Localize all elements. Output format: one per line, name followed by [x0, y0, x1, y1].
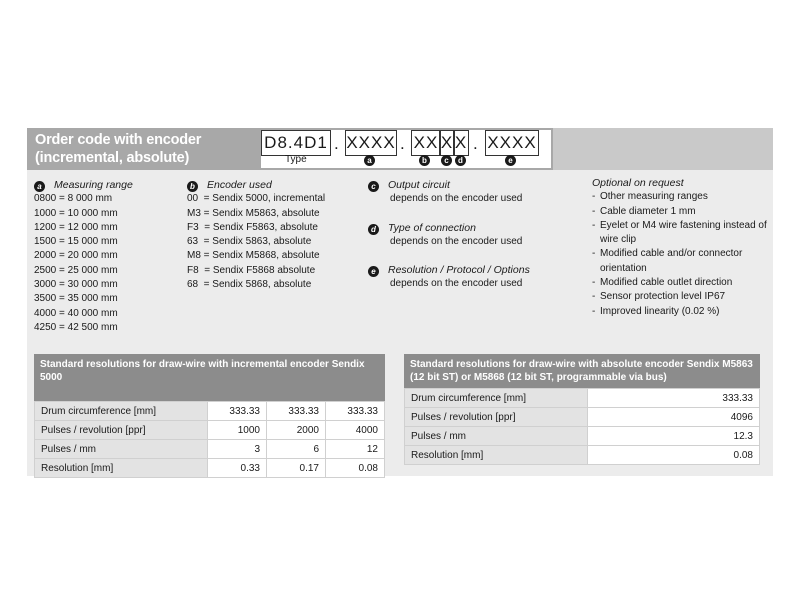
code-dot-1: . — [334, 134, 339, 153]
cell-value: 6 — [267, 440, 326, 459]
incremental-resolution-table — [34, 354, 385, 478]
encoder-used-item: 68 = Sendix 5868, absolute — [187, 279, 312, 291]
marker-d-icon: d — [455, 155, 466, 166]
connection-title: Type of connection — [388, 221, 476, 234]
table-row — [35, 402, 385, 421]
resolution-text: depends on the encoder used — [390, 278, 523, 290]
absolute-resolution-table — [404, 354, 760, 465]
cell-value: 4000 — [326, 421, 385, 440]
code-seg-e: XXXX — [485, 130, 539, 156]
marker-c-icon: c — [441, 155, 452, 166]
optional-item: - Sensor protection level IP67 — [592, 290, 767, 304]
code-dot-3: . — [473, 134, 478, 153]
table-row — [35, 421, 385, 440]
measuring-range-item: 3000 = 30 000 mm — [34, 279, 118, 291]
row-label: Drum circumference [mm] — [35, 402, 208, 421]
row-label: Pulses / mm — [405, 427, 588, 446]
absolute-table-caption: Standard resolutions for draw-wire with absolute encoder Sendix M5863 (12 bit ST) or M5868 (12 bit ST, programmable via bus) — [404, 354, 760, 388]
optional-column — [592, 176, 767, 319]
encoder-used-column — [187, 178, 325, 292]
title-line-2: (incremental, absolute) — [35, 150, 190, 166]
optional-item: - Other measuring ranges — [592, 190, 767, 204]
optional-item: - Modified cable and/or connector orientation — [592, 247, 767, 276]
cell-value: 12 — [326, 440, 385, 459]
cell-value: 4096 — [588, 408, 760, 427]
resolution-title: Resolution / Protocol / Options — [388, 264, 530, 277]
table-row — [35, 440, 385, 459]
marker-e-icon: e — [505, 155, 516, 166]
encoder-used-item: 63 = Sendix 5863, absolute — [187, 236, 312, 248]
encoder-used-title: Encoder used — [207, 179, 272, 191]
row-label: Drum circumference [mm] — [405, 389, 588, 408]
row-label: Pulses / revolution [ppr] — [405, 408, 588, 427]
order-code-box — [261, 130, 551, 168]
cell-value: 333.33 — [208, 402, 267, 421]
optional-item: - Eyelet or M4 wire fastening instead of wire clip — [592, 219, 767, 248]
optional-item: - Improved linearity (0.02 %) — [592, 305, 767, 319]
measuring-range-item: 3500 = 35 000 mm — [34, 293, 118, 305]
cell-value: 0.33 — [208, 459, 267, 478]
measuring-range-item: 2500 = 25 000 mm — [34, 264, 118, 276]
cell-value: 3 — [208, 440, 267, 459]
encoder-used-list — [187, 192, 325, 292]
table-row — [405, 389, 760, 408]
cell-value: 333.33 — [267, 402, 326, 421]
measuring-range-item: 4250 = 42 500 mm — [34, 321, 118, 333]
code-seg-a: XXXX — [345, 130, 397, 156]
marker-d-icon: d — [368, 224, 379, 235]
type-label: Type — [285, 154, 307, 165]
cell-value: 0.17 — [267, 459, 326, 478]
code-explanations-column — [368, 178, 530, 292]
table-row — [405, 427, 760, 446]
measuring-range-title: Measuring range — [54, 179, 133, 191]
optional-list — [592, 190, 767, 319]
table-row — [35, 459, 385, 478]
code-seg-c: X — [439, 130, 455, 156]
code-dot-2: . — [400, 134, 405, 153]
code-prefix: D8.4D1 — [261, 130, 331, 156]
cell-value: 333.33 — [588, 389, 760, 408]
measuring-range-item: 4000 = 40 000 mm — [34, 307, 118, 319]
title-line-1: Order code with encoder — [35, 132, 202, 148]
cell-value: 2000 — [267, 421, 326, 440]
marker-e-icon: e — [368, 266, 379, 277]
cell-value: 333.33 — [326, 402, 385, 421]
code-seg-b: XX — [411, 130, 441, 156]
marker-b-icon: b — [419, 155, 430, 166]
measuring-range-item: 1500 = 15 000 mm — [34, 236, 118, 248]
row-label: Pulses / revolution [ppr] — [35, 421, 208, 440]
table-row — [405, 408, 760, 427]
encoder-used-item: F3 = Sendix F5863, absolute — [187, 221, 318, 233]
encoder-used-item: M3 = Sendix M5863, absolute — [187, 207, 320, 219]
optional-item: - Cable diameter 1 mm — [592, 205, 767, 219]
optional-title: Optional on request — [592, 177, 684, 189]
measuring-range-item: 2000 = 20 000 mm — [34, 250, 118, 262]
row-label: Pulses / mm — [35, 440, 208, 459]
measuring-range-item: 0800 = 8 000 mm — [34, 193, 113, 205]
encoder-used-item: M8 = Sendix M5868, absolute — [187, 250, 320, 262]
encoder-used-item: 00 = Sendix 5000, incremental — [187, 193, 326, 205]
cell-value: 0.08 — [588, 446, 760, 465]
measuring-range-list — [34, 192, 133, 335]
table-row — [405, 446, 760, 465]
marker-b-icon: b — [187, 181, 198, 192]
output-circuit-title: Output circuit — [388, 179, 450, 191]
header-filler — [553, 128, 773, 170]
cell-value: 12.3 — [588, 427, 760, 446]
marker-a-icon: a — [364, 155, 375, 166]
marker-c-icon: c — [368, 181, 379, 192]
measuring-range-item: 1200 = 12 000 mm — [34, 221, 118, 233]
order-code-header — [27, 128, 773, 170]
row-label: Resolution [mm] — [405, 446, 588, 465]
output-circuit-text: depends on the encoder used — [390, 193, 523, 205]
connection-text: depends on the encoder used — [390, 235, 523, 247]
measuring-range-item: 1000 = 10 000 mm — [34, 207, 118, 219]
cell-value: 0.08 — [326, 459, 385, 478]
row-label: Resolution [mm] — [35, 459, 208, 478]
cell-value: 1000 — [208, 421, 267, 440]
optional-item: - Modified cable outlet direction — [592, 276, 767, 290]
incremental-table-caption: Standard resolutions for draw-wire with incremental encoder Sendix 5000 — [34, 354, 385, 401]
marker-a-icon: a — [34, 181, 45, 192]
measuring-range-column — [34, 178, 133, 335]
code-seg-d: X — [453, 130, 469, 156]
encoder-used-item: F8 = Sendix F5868 absolute — [187, 264, 316, 276]
order-code-panel — [27, 128, 773, 476]
